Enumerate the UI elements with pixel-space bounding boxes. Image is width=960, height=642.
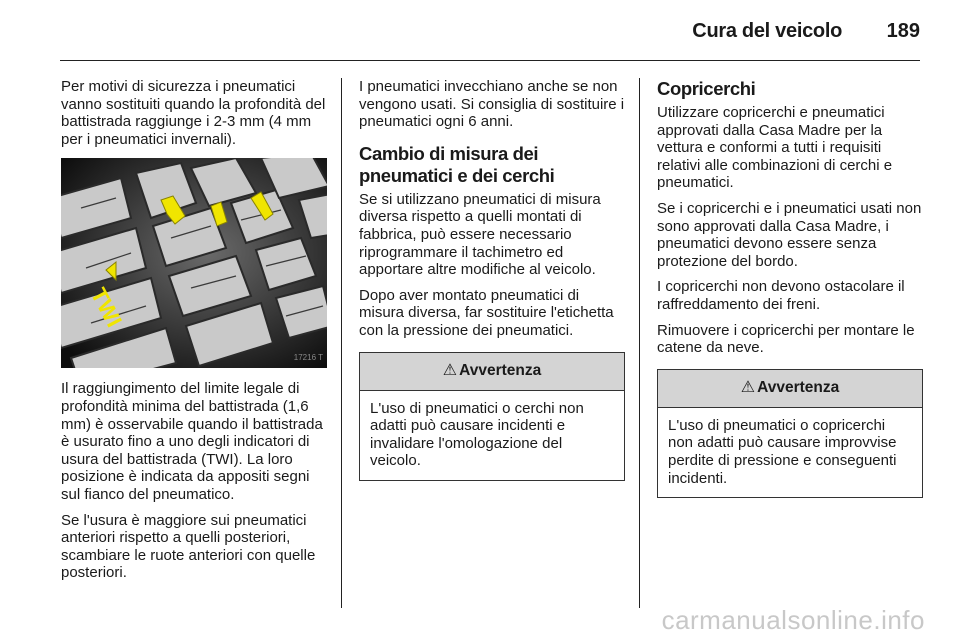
warning-text: L'uso di pneumatici o cerchi non adatti può causare incidenti e invalidare l'omologazione del veicolo. (370, 399, 584, 470)
paragraph-size-change: Se si utilizzano pneumatici di misura diversa rispetto a quelli montati di fabbrica, può essere necessario riprogrammare il tachimetro ed apportare altre modifiche al veicolo. (359, 190, 601, 279)
figure-code: 17216 T (293, 352, 323, 362)
watermark: carmanualsonline.info (661, 605, 925, 635)
twi-label: TWI (85, 284, 127, 332)
paragraph-tire-replacement: Per motivi di sicurezza i pneumatici vanno sostituiti quando la profondità del battistrada raggiunge i 2-3 mm (4 mm per i pneumatici invernali). (61, 78, 326, 148)
paragraph-twi: Il raggiungimento del limite legale di profondità minima del battistrada (1,6 mm) è osservabile quando il battistrada è usurato fino a uno degli indicatori di usura del battistrada (TWI). La loro posizione è indicata da appositi segni sul fianco del pneumatico. (61, 380, 323, 503)
column-divider-2 (639, 78, 640, 608)
column-middle (359, 78, 625, 481)
warning-header (658, 370, 922, 408)
heading-wheel-covers: Copricerchi (657, 78, 756, 99)
paragraph-tire-aging: I pneumatici invecchiano anche se non vengono usati. Si consiglia di sostituire i pneumatici ogni 6 anni. (359, 78, 625, 131)
heading-size-change: Cambio di misura dei pneumatici e dei cerchi (359, 142, 555, 186)
tread-wear-figure (61, 158, 327, 368)
section-title: Cura del veicolo (692, 20, 842, 42)
warning-text: L'uso di pneumatici o copricerchi non adatti può causare improvvise perdite di pressione e conseguenti incidenti. (668, 416, 897, 487)
warning-title: Avvertenza (757, 379, 840, 397)
page-number: 189 (886, 20, 920, 42)
paragraph-swap-wheels: Se l'usura è maggiore sui pneumatici anteriori rispetto a quelli posteriori, scambiare le ruote anteriori con quelle posteriori. (61, 511, 316, 582)
paragraph-unapproved-covers: Se i copricerchi e i pneumatici usati non sono approvati dalla Casa Madre, i pneumatici devono essere senza protezione del bordo. (657, 199, 922, 270)
page-header (0, 0, 960, 60)
warning-box (359, 352, 625, 481)
paragraph-pressure-label: Dopo aver montato pneumatici di misura diversa, far sostituire l'etichetta con la pressione dei pneumatici. (359, 286, 614, 339)
warning-triangle-icon: ⚠ (442, 362, 458, 380)
paragraph-approved-covers: Utilizzare copricerchi e pneumatici approvati dalla Casa Madre per la vettura e conformi a tutti i requisiti relativi alle combinazioni di cerchi e pneumatici. (657, 104, 893, 192)
warning-triangle-icon: ⚠ (740, 379, 756, 397)
warning-header (360, 353, 624, 391)
paragraph-brake-cooling: I copricerchi non devono ostacolare il raffreddamento dei freni. (657, 278, 905, 313)
column-left (61, 78, 327, 590)
header-divider (60, 60, 920, 61)
column-divider-1 (341, 78, 342, 608)
warning-title: Avvertenza (459, 362, 542, 380)
warning-box (657, 369, 923, 498)
paragraph-snow-chains: Rimuovere i copricerchi per montare le catene da neve. (657, 321, 915, 357)
column-right (657, 78, 923, 498)
tire-tread-illustration (61, 158, 327, 368)
